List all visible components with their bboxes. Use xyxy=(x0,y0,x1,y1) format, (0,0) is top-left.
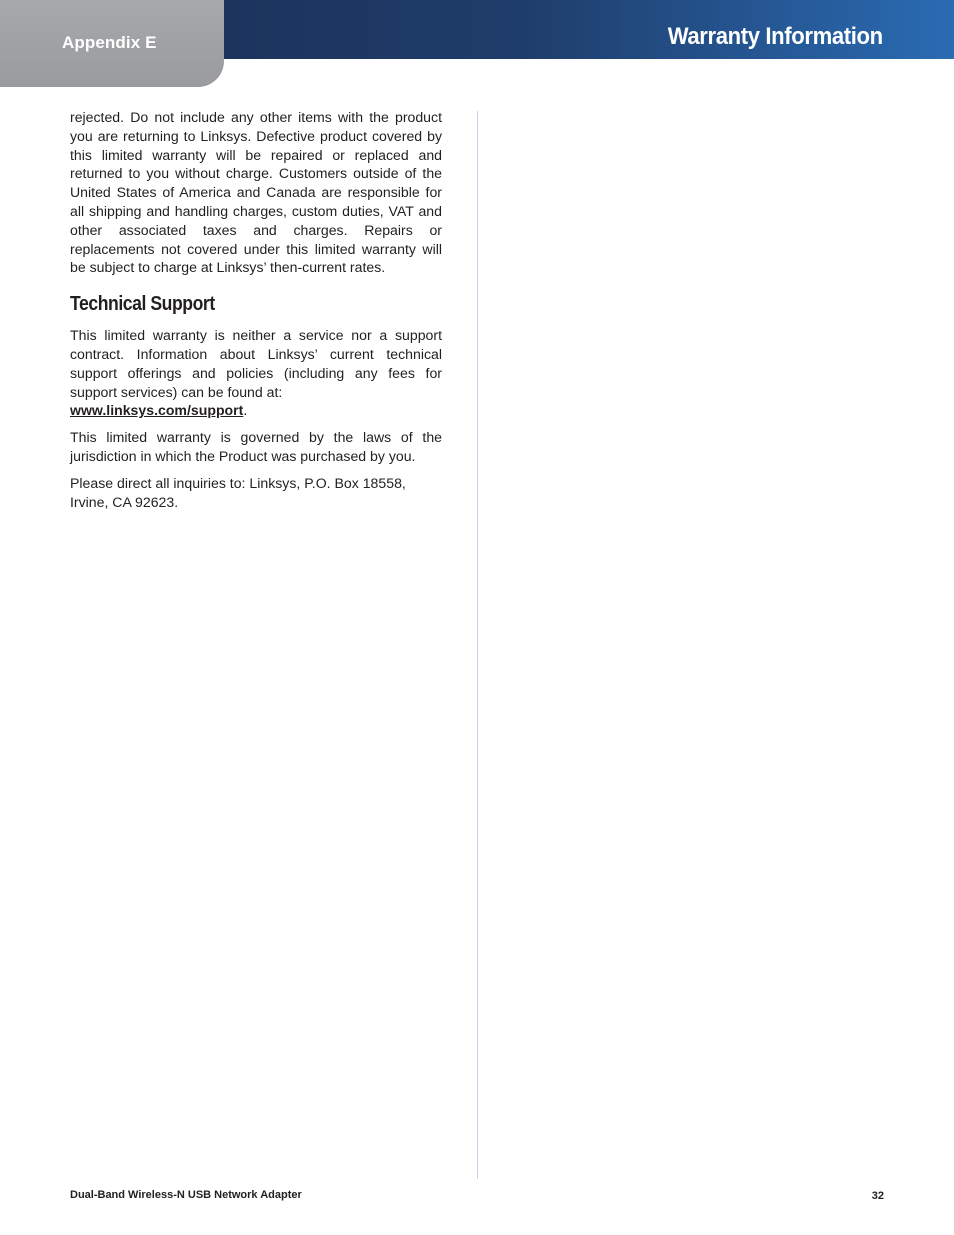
paragraph-support xyxy=(70,326,442,420)
footer-page-number: 32 xyxy=(871,1190,884,1202)
paragraph-returns: rejected. Do not include any other items with the product you are returning to Linksys. Defective product covered by this limited warranty will be repaired or replaced and returned to you without charge. Customers outside of the United States of America and Canada are responsible for all shipping and handling charges, custom duties, VAT and other associated taxes and charges. Repairs or replacements not covered under this limited warranty will be subject to charge at Linksys’ then-current rates. xyxy=(70,109,442,276)
link-suffix: . xyxy=(243,402,248,419)
paragraph-jurisdiction: This limited warranty is governed by the laws of the jurisdiction in which the Product was purchased by you. xyxy=(70,429,442,464)
appendix-tab xyxy=(0,0,224,87)
support-link[interactable]: www.linksys.com/support xyxy=(70,402,244,419)
left-column xyxy=(70,108,442,519)
paragraph-inquiries: Please direct all inquiries to: Linksys, P.O. Box 18558, Irvine, CA 92623. xyxy=(70,474,406,510)
section-title: Warranty Information xyxy=(667,23,883,50)
footer-product-name: Dual-Band Wireless-N USB Network Adapter xyxy=(70,1189,302,1201)
paragraph-support-text: This limited warranty is neither a service nor a support contract. Information about Linksys’ current technical support offerings and policies (including any fees for support services) can be found at: xyxy=(70,327,442,400)
heading-technical-support: Technical Support xyxy=(70,293,215,316)
appendix-label: Appendix E xyxy=(62,33,157,52)
column-divider xyxy=(477,111,478,1179)
